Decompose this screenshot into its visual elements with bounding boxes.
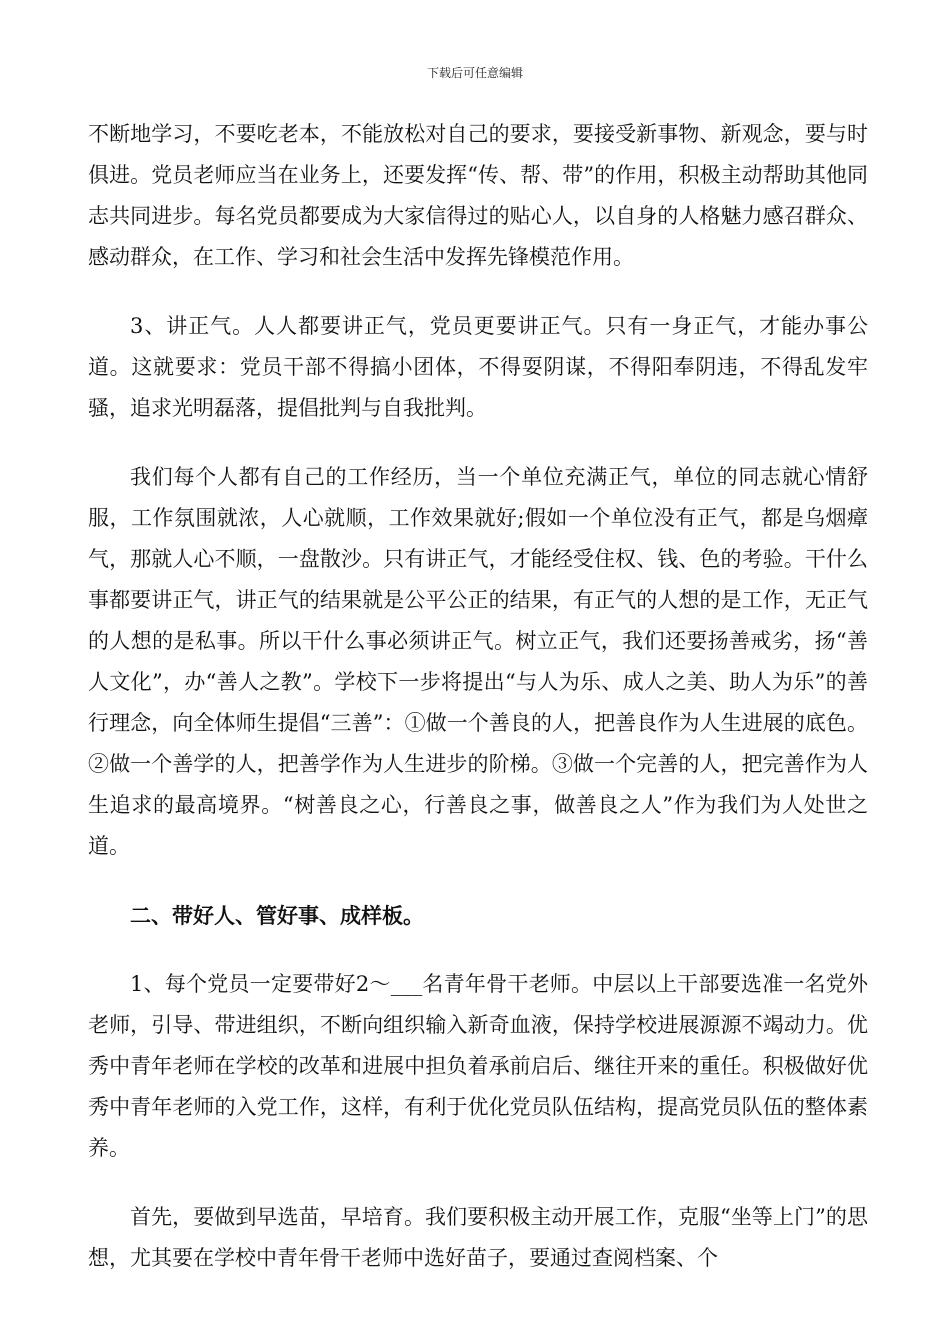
section-heading-2: 二、带好人、管好事、成样板。: [130, 903, 424, 928]
page-header: 下载后可任意编辑: [426, 66, 523, 80]
document-body: [88, 114, 868, 1307]
paragraph-mentoring: 1、每个党员一定要带好2～___名青年骨干老师。中层以上干部要选准一名党外老师，引导、带进组织，不断向组织输入新奇血液，保持学校进展源源不竭动力。优秀中青年老师在学校的改革和进展中担负着承前启后、继往开来的重任。积极做好优秀中青年老师的入党工作，这样，有利于优化党员队伍结构，提高党员队伍的整体素养。: [88, 972, 868, 1160]
paragraph-uprightness: 3、讲正气。人人都要讲正气，党员更要讲正气。只有一身正气，才能办事公道。这就要求：党员干部不得搞小团体，不得耍阴谋，不得阳奉阴违，不得乱发牢骚，追求光明磊落，提倡批判与自我批判。: [88, 314, 868, 420]
paragraph-continuation: 不断地学习，不要吃老本，不能放松对自己的要求，要接受新事物、新观念，要与时俱进。党员老师应当在业务上，还要发挥“传、帮、带”的作用，积极主动帮助其他同志共同进步。每名党员都要成为大家信得过的贴心人，以自身的人格魅力感召群众、感动群众，在工作、学习和社会生活中发挥先锋模范作用。: [88, 122, 868, 269]
paragraph-early-selection: 首先，要做到早选苗，早培育。我们要积极主动开展工作，克服“坐等上门”的思想，尤其要在学校中青年骨干老师中选好苗子，要通过查阅档案、个: [88, 1205, 868, 1270]
paragraph-work-experience: 我们每个人都有自己的工作经历，当一个单位充满正气，单位的同志就心情舒服，工作氛围就浓，人心就顺，工作效果就好;假如一个单位没有正气，都是乌烟瘴气，那就人心不顺，一盘散沙。只有讲正气，才能经受住权、钱、色的考验。干什么事都要讲正气，讲正气的结果就是公平公正的结果，有正气的人想的是工作，无正气的人想的是私事。所以干什么事必须讲正气。树立正气，我们还要扬善戒劣，扬“善人文化”，办“善人之教”。学校下一步将提出“与人为乐、成人之美、助人为乐”的善行理念，向全体师生提倡“三善”：①做一个善良的人，把善良作为人生进展的底色。②做一个善学的人，把善学作为人生进步的阶梯。③做一个完善的人，把完善作为人生追求的最高境界。“树善良之心，行善良之事，做善良之人”作为我们为人处世之道。: [88, 465, 868, 858]
